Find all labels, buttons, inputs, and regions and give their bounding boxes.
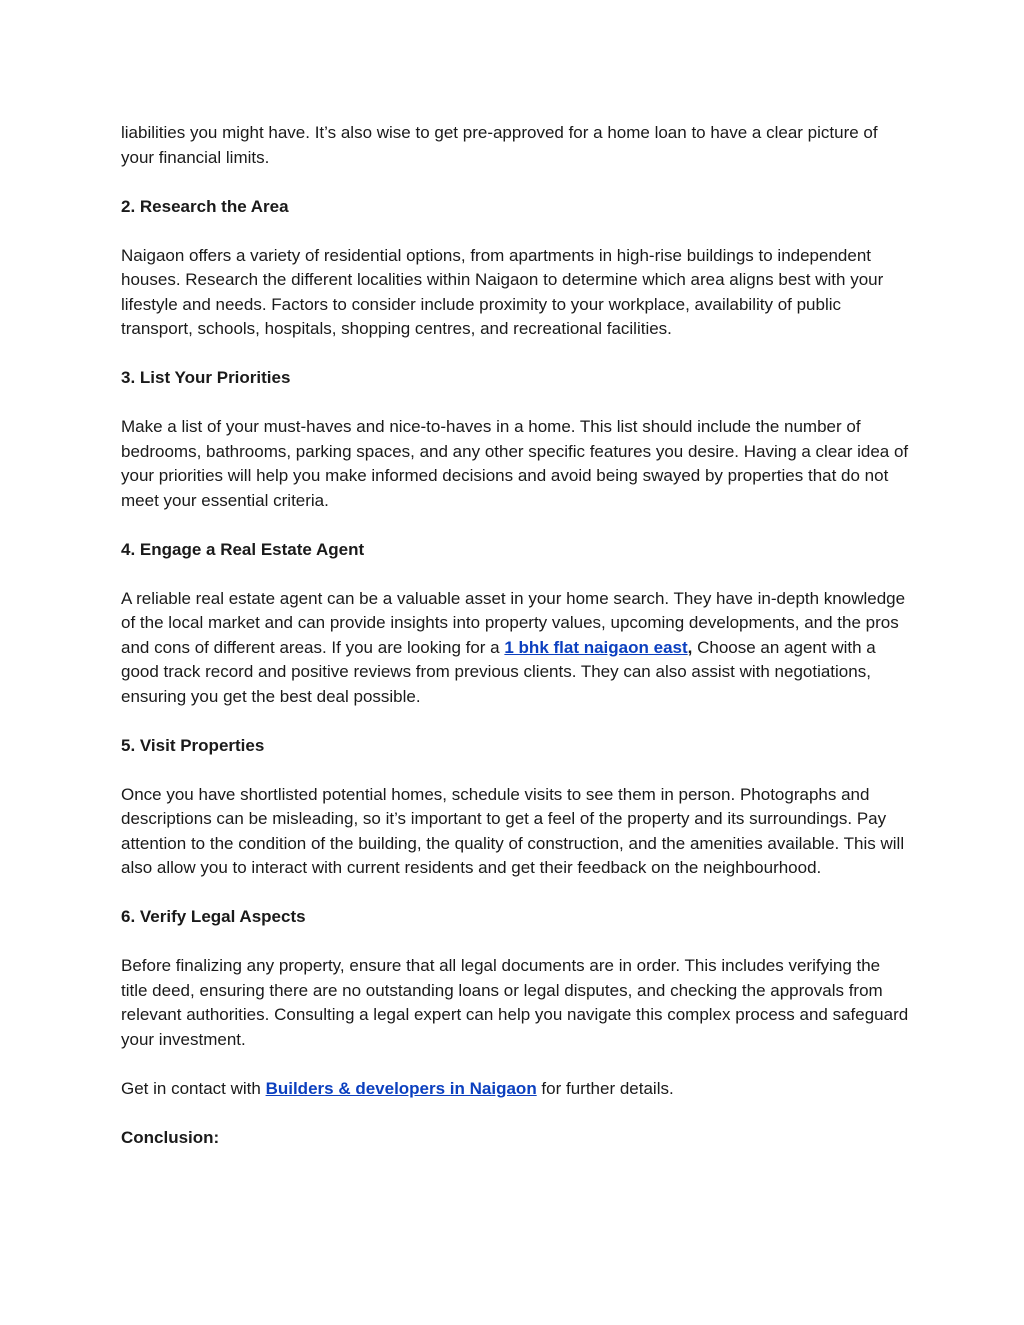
document-page xyxy=(121,121,911,1175)
section-body-list-priorities: Make a list of your must-haves and nice-to-haves in a home. This list should include the number of bedrooms, bathrooms, parking spaces, and any other specific features you desire. Having a clear idea of your priorities will help you make informed decisions and avoid being swayed by properties that do not meet your essential criteria. xyxy=(121,417,909,510)
section-heading-list-priorities: 3. List Your Priorities xyxy=(121,368,291,387)
section-heading-verify-legal: 6. Verify Legal Aspects xyxy=(121,907,306,926)
link-builders-developers-naigaon[interactable]: Builders & developers in Naigaon xyxy=(265,1078,537,1098)
contact-paragraph xyxy=(121,1077,911,1102)
intro-paragraph: liabilities you might have. It’s also wise to get pre-approved for a home loan to have a clear picture of your financial limits. xyxy=(121,123,878,167)
section-body-research-area: Naigaon offers a variety of residential options, from apartments in high-rise buildings to independent houses. Research the different localities within Naigaon to determine which area aligns best with your lifestyle and needs. Factors to consider include proximity to your workplace, availability of public transport, schools, hospitals, shopping centres, and recreational facilities. xyxy=(121,245,884,338)
link-trailing-comma: , xyxy=(687,637,693,657)
section-body-visit-properties: Once you have shortlisted potential homes, schedule visits to see them in person. Photographs and descriptions can be misleading, so it’s important to get a feel of the property and its surroundings. Pay attention to the condition of the building, the quality of construction, and the amenities available. This will also allow you to interact with current residents and get their feedback on the neighbourhood. xyxy=(121,784,905,877)
contact-text-before: Get in contact with xyxy=(121,1078,266,1098)
section-body-verify-legal: Before finalizing any property, ensure that all legal documents are in order. This includes verifying the title deed, ensuring there are no outstanding loans or legal disputes, and checking the approvals from relevant authorities. Consulting a legal expert can help you navigate this complex process and safeguard your investment. xyxy=(121,956,909,1049)
agent-text-before-link: A reliable real estate agent can be a valuable asset in your home search. They have in-depth knowledge of the local market and can provide insights into property values, upcoming developments, and the pros and cons of different areas. If you are looking for a xyxy=(121,588,906,657)
conclusion-heading: Conclusion: xyxy=(121,1127,220,1147)
section-heading-visit-properties: 5. Visit Properties xyxy=(121,735,265,755)
agent-text-after-link: Choose an agent with a good track record and positive reviews from previous clients. They can also assist with negotiations, ensuring you get the best deal possible. xyxy=(121,637,876,706)
contact-text-after: for further details. xyxy=(536,1078,674,1098)
link-1bhk-flat-naigaon-east[interactable]: 1 bhk flat naigaon east xyxy=(504,637,688,657)
section-heading-research-area: 2. Research the Area xyxy=(121,196,289,216)
section-heading-engage-agent: 4. Engage a Real Estate Agent xyxy=(121,539,365,559)
section-body-engage-agent xyxy=(121,587,911,710)
